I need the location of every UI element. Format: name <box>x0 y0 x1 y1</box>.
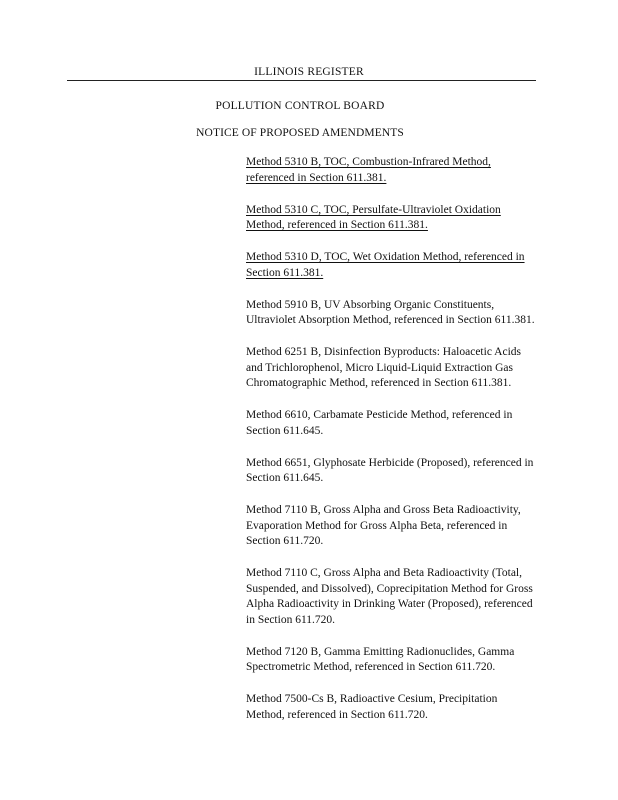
method-entry-6651: Method 6651, Glyphosate Herbicide (Proposed), referenced in Section 611.645. <box>246 456 534 484</box>
method-entry-7500csb: Method 7500-Cs B, Radioactive Cesium, Precipitation Method, referenced in Section 611.720. <box>246 693 498 721</box>
header-rule <box>67 80 536 81</box>
register-title: ILLINOIS REGISTER <box>254 66 364 78</box>
method-entry-6251b: Method 6251 B, Disinfection Byproducts: Haloacetic Acids and Trichlorophenol, Micro Liquid-Liquid Extraction Gas Chromatographic Method, referenced in Section 611.381. <box>246 346 521 389</box>
board-name: POLLUTION CONTROL BOARD <box>215 100 385 112</box>
method-entry-6610: Method 6610, Carbamate Pesticide Method, referenced in Section 611.645. <box>246 409 513 437</box>
notice-heading: NOTICE OF PROPOSED AMENDMENTS <box>196 127 404 139</box>
method-entry-5310c: Method 5310 C, TOC, Persulfate-Ultraviolet Oxidation Method, referenced in Section 611.381. <box>246 203 501 231</box>
method-list <box>246 155 538 740</box>
method-entry-7110c: Method 7110 C, Gross Alpha and Beta Radioactivity (Total, Suspended, and Dissolved), Coprecipitation Method for Gross Alpha Radioactivity in Drinking Water (Proposed), referenced in Section 611.720. <box>246 567 533 626</box>
method-entry-5310b: Method 5310 B, TOC, Combustion-Infrared Method, referenced in Section 611.381. <box>246 156 491 184</box>
method-entry-7110b: Method 7110 B, Gross Alpha and Gross Beta Radioactivity, Evaporation Method for Gross Alpha Beta, referenced in Section 611.720. <box>246 504 521 547</box>
method-entry-5310d: Method 5310 D, TOC, Wet Oxidation Method, referenced in Section 611.381. <box>246 251 525 279</box>
method-entry-7120b: Method 7120 B, Gamma Emitting Radionuclides, Gamma Spectrometric Method, referenced in Section 611.720. <box>246 645 515 673</box>
method-entry-5910b: Method 5910 B, UV Absorbing Organic Constituents, Ultraviolet Absorption Method, referenced in Section 611.381. <box>246 298 535 326</box>
